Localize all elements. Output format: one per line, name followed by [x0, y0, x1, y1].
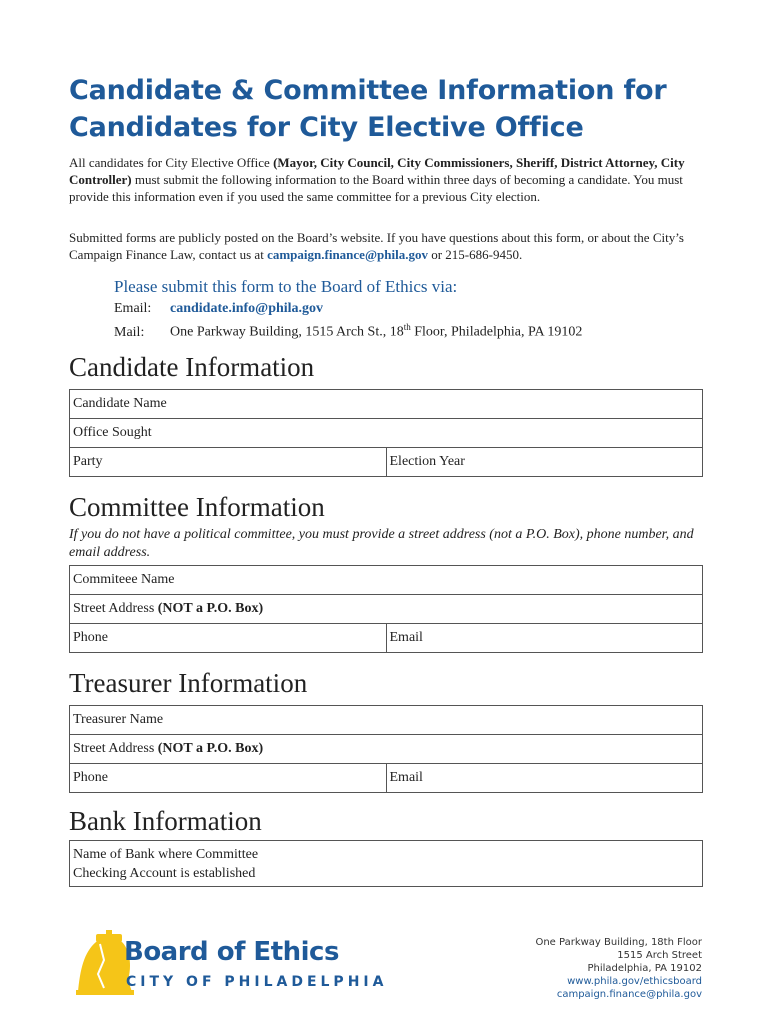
submit-mail-row — [114, 322, 582, 341]
bank-name-label: Checking Account is established — [73, 865, 256, 881]
treasurer-name-field[interactable]: Treasurer Name — [70, 706, 703, 735]
treasurer-address-field[interactable] — [70, 735, 703, 764]
intro-text: must submit the following information to the Board within three days of becoming a candidate. You must provide this information even if you used the same committee for a previous City election. — [69, 172, 683, 204]
office-sought-field[interactable]: Office Sought — [70, 419, 703, 448]
logo-title: Board of Ethics — [124, 937, 339, 967]
mail-address: Floor, Philadelphia, PA 19102 — [410, 324, 583, 340]
candidate-heading: Candidate Information — [69, 352, 315, 382]
mail-address: One Parkway Building, 1515 Arch St., 18 — [170, 324, 404, 340]
candidate-name-field[interactable]: Candidate Name — [70, 390, 703, 419]
submit-email-link[interactable]: candidate.info@phila.gov — [170, 301, 324, 316]
treasurer-table — [69, 705, 703, 793]
address-label: Street Address — [73, 741, 158, 756]
committee-phone-field[interactable]: Phone — [70, 624, 387, 653]
bank-heading: Bank Information — [69, 806, 262, 836]
footer-addr-line: 1515 Arch Street — [617, 950, 702, 961]
intro-text: Submitted forms are publicly posted on the Board’s website. If you have questions about this form, or about the City’s Campaign Finance Law, contact us at — [69, 230, 684, 262]
submit-heading: Please submit this form to the Board of Ethics via: — [114, 277, 458, 296]
footer-address — [535, 936, 702, 1001]
mail-address-sup: th — [403, 322, 411, 332]
committee-heading: Committee Information — [69, 492, 325, 522]
committee-note: If you do not have a political committee, you must provide a street address (not a P.O. Box), phone number, and email address. — [69, 527, 694, 560]
bank-name-label: Name of Bank where Committee — [73, 846, 259, 862]
bank-table — [69, 840, 703, 887]
address-note: (NOT a P.O. Box) — [157, 741, 264, 756]
address-label: Street Address — [73, 601, 158, 616]
footer-addr-line: Philadelphia, PA 19102 — [587, 963, 702, 974]
intro-text: All candidates for City Elective Office — [69, 155, 274, 170]
candidate-table — [69, 389, 703, 477]
bank-name-field[interactable] — [70, 841, 703, 887]
submit-email-row — [114, 301, 323, 317]
contact-email-link[interactable]: campaign.finance@phila.gov — [267, 247, 428, 262]
email-label: Email: — [114, 301, 152, 316]
election-year-field[interactable]: Election Year — [386, 448, 703, 477]
committee-address-field[interactable] — [70, 595, 703, 624]
committee-email-field[interactable]: Email — [386, 624, 703, 653]
page-title: Candidate & Committee Information for Candidates for City Elective Office — [69, 75, 667, 143]
intro-offices: (Mayor, City Council, City Commissioners, Sheriff, District Attorney, City Controller) — [69, 155, 685, 187]
mail-label: Mail: — [114, 324, 145, 340]
footer-email-link[interactable]: campaign.finance@phila.gov — [556, 989, 702, 1000]
treasurer-phone-field[interactable]: Phone — [70, 764, 387, 793]
footer-addr-line: One Parkway Building, 18th Floor — [535, 937, 702, 948]
address-note: (NOT a P.O. Box) — [157, 601, 264, 616]
party-field[interactable]: Party — [70, 448, 387, 477]
intro-text: or 215-686-9450. — [427, 247, 523, 262]
intro-paragraph-2 — [69, 229, 703, 263]
footer-website-link[interactable]: www.phila.gov/ethicsboard — [567, 976, 702, 987]
treasurer-email-field[interactable]: Email — [386, 764, 703, 793]
committee-table — [69, 565, 703, 653]
logo-subtitle: CITY OF PHILADELPHIA — [126, 974, 388, 990]
intro-paragraph-1 — [69, 154, 703, 205]
treasurer-heading: Treasurer Information — [69, 668, 308, 698]
committee-name-field[interactable]: Commiteee Name — [70, 566, 703, 595]
